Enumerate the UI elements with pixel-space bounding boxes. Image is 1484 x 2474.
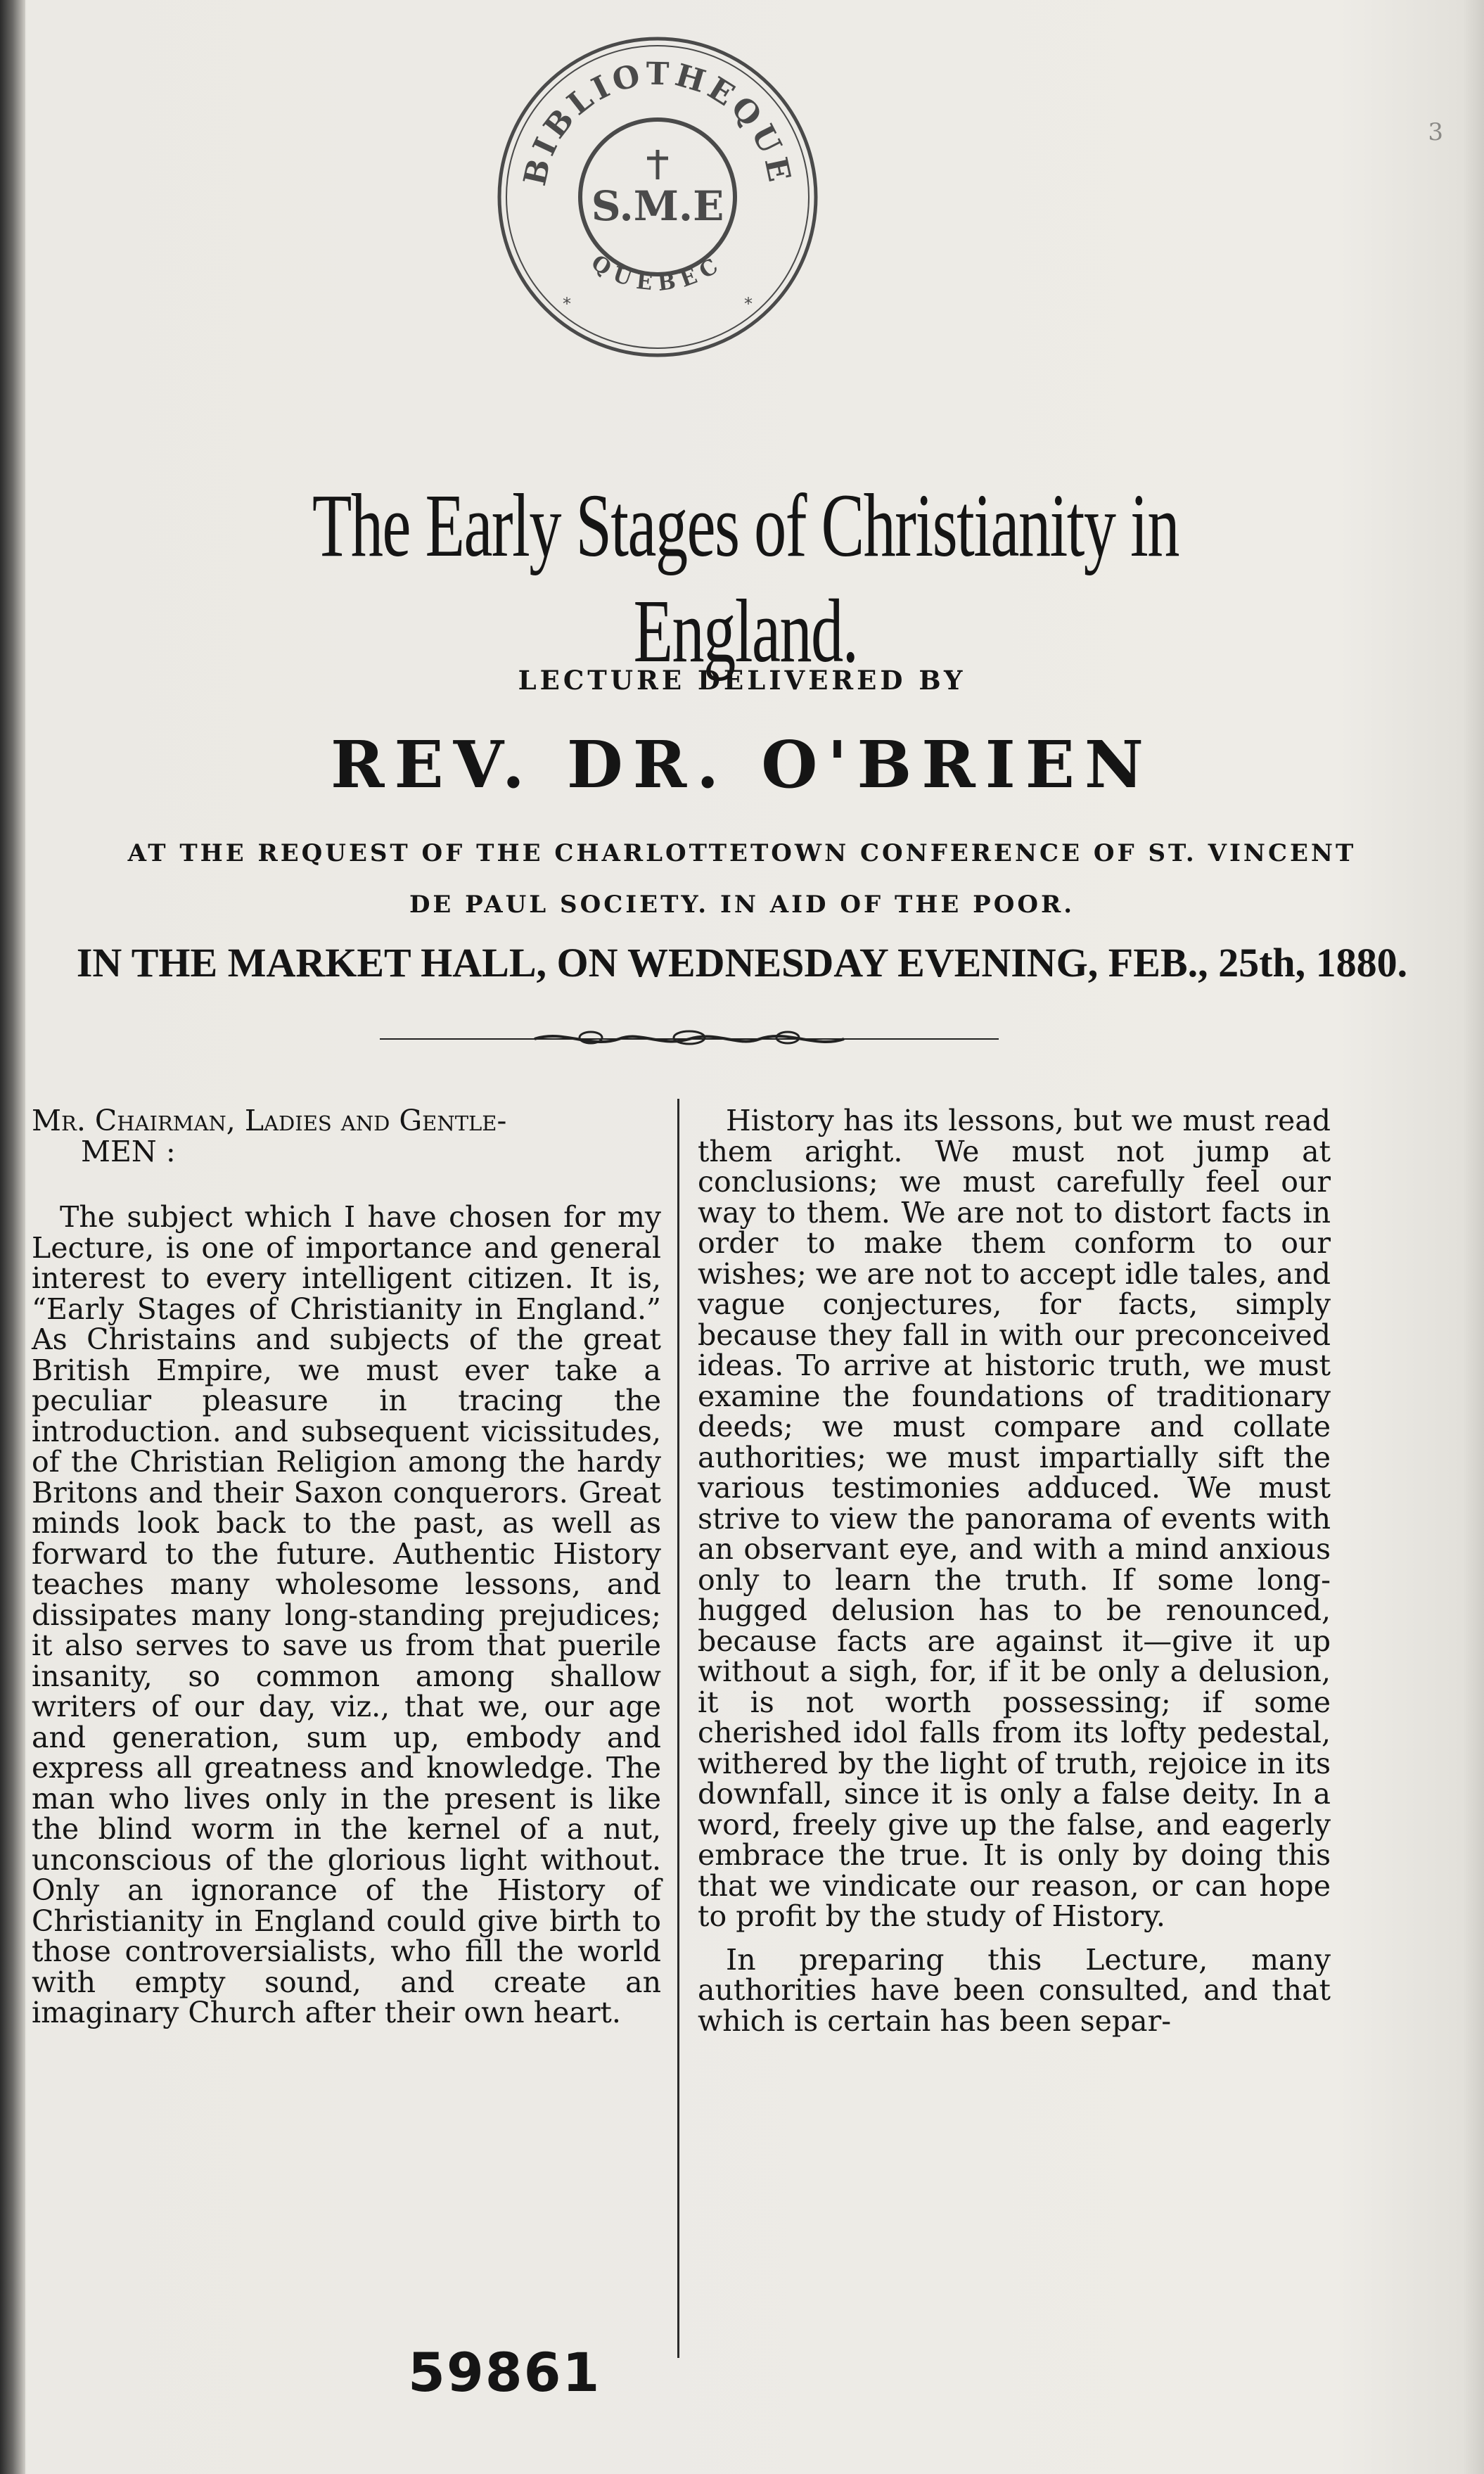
venue-line: IN THE MARKET HALL, ON WEDNESDAY EVENING, FEB., 25th, 1880. [76, 940, 1408, 986]
right-paragraph-2: In preparing this Lecture, many authorities have been consulted, and that which is certain has been separ- [698, 1942, 1331, 2038]
svg-text:QUEBEC [587, 250, 728, 296]
request-line-1: AT THE REQUEST OF THE CHARLOTTETOWN CONFERENCE OF ST. VINCENT [127, 839, 1357, 867]
request-line-2: DE PAUL SOCIETY. IN AID OF THE POOR. [409, 891, 1075, 919]
document-title: The Early Stages of Christianity in England. [312, 476, 1179, 681]
svg-text:*: * [563, 294, 571, 314]
right-column [698, 1106, 1331, 2036]
ornament-divider [380, 1024, 999, 1052]
stamp-center-text: S.M.E [591, 182, 724, 230]
library-stamp [492, 32, 823, 362]
author-name: REV. DR. O'BRIEN [330, 727, 1153, 803]
stamp-ring-text: BIBLIOTHEQUE [517, 56, 798, 189]
salutation-line-2: MEN : [81, 1134, 176, 1168]
column-divider [677, 1099, 679, 2358]
salutation-line-1: Mr. Chairman, Ladies and Gentle- [32, 1104, 507, 1137]
svg-text:*: * [744, 294, 753, 314]
left-column [32, 1106, 661, 2029]
page-number: 3 [1428, 118, 1443, 146]
stamp-cross-icon [647, 150, 668, 179]
stamp-bottom-text: QUEBEC [587, 250, 729, 297]
lecture-line: LECTURE DELIVERED BY [518, 665, 966, 696]
right-paragraph-1: History has its lessons, but we must read them aright. We must not jump at conclusions; we must carefully feel our way to them. We are not to distort facts in order to make them conform to our wishes; we are not to accept idle tales, and vague conjectures, for facts, simply because they fall in with our preconceived ideas. To arrive at historic truth, we must examine the foundations of traditionary deeds; we must compare and collate authorities; we must impartially sift the various testimonies adduced. We must strive to view the panorama of events with an observant eye, and with a mind anxious only to learn the truth. If some long-hugged delusion has to be renounced, because facts are against it—give it up without a sigh, for, if it be only a delusion, it is not worth possessing; if some cherished idol falls from its lofty pedestal, withered by the light of truth, rejoice in its downfall, since it is only a false deity. In a word, freely give up the false, and eagerly embrace the true. It is only by doing this that we vindicate our reason, or can hope to profit by the study of History. [698, 1104, 1331, 1933]
left-paragraph-1: The subject which I have chosen for my Lecture, is one of importance and general interest to every intelligent citizen. It is, “Early Stages of Christianity in England.” As Christains and subjects of the great British Empire, we must ever take a peculiar pleasure in tracing the introduction. and subsequent vicissitudes, of the Christian Religion among the hardy Britons and their Saxon conquerors. Great minds look back to the past, as well as forward to the future. Authentic History teaches many wholesome lessons, and dissipates many long-standing prejudices; it also serves to save us from that puerile insanity, so common among shallow writers of our day, viz., that we, our age and generation, sum up, embody and express all greatness and knowledge. The man who lives only in the present is like the blind worm in the kernel of a nut, unconscious of the glorious light without. Only an ignorance of the History of Christianity in England could give birth to those controversialists, who fill the world with empty sound, and create an imaginary Church after their own heart. [32, 1200, 661, 2029]
catalog-number: 59861 [408, 2341, 601, 2404]
binding-edge [0, 0, 25, 2474]
